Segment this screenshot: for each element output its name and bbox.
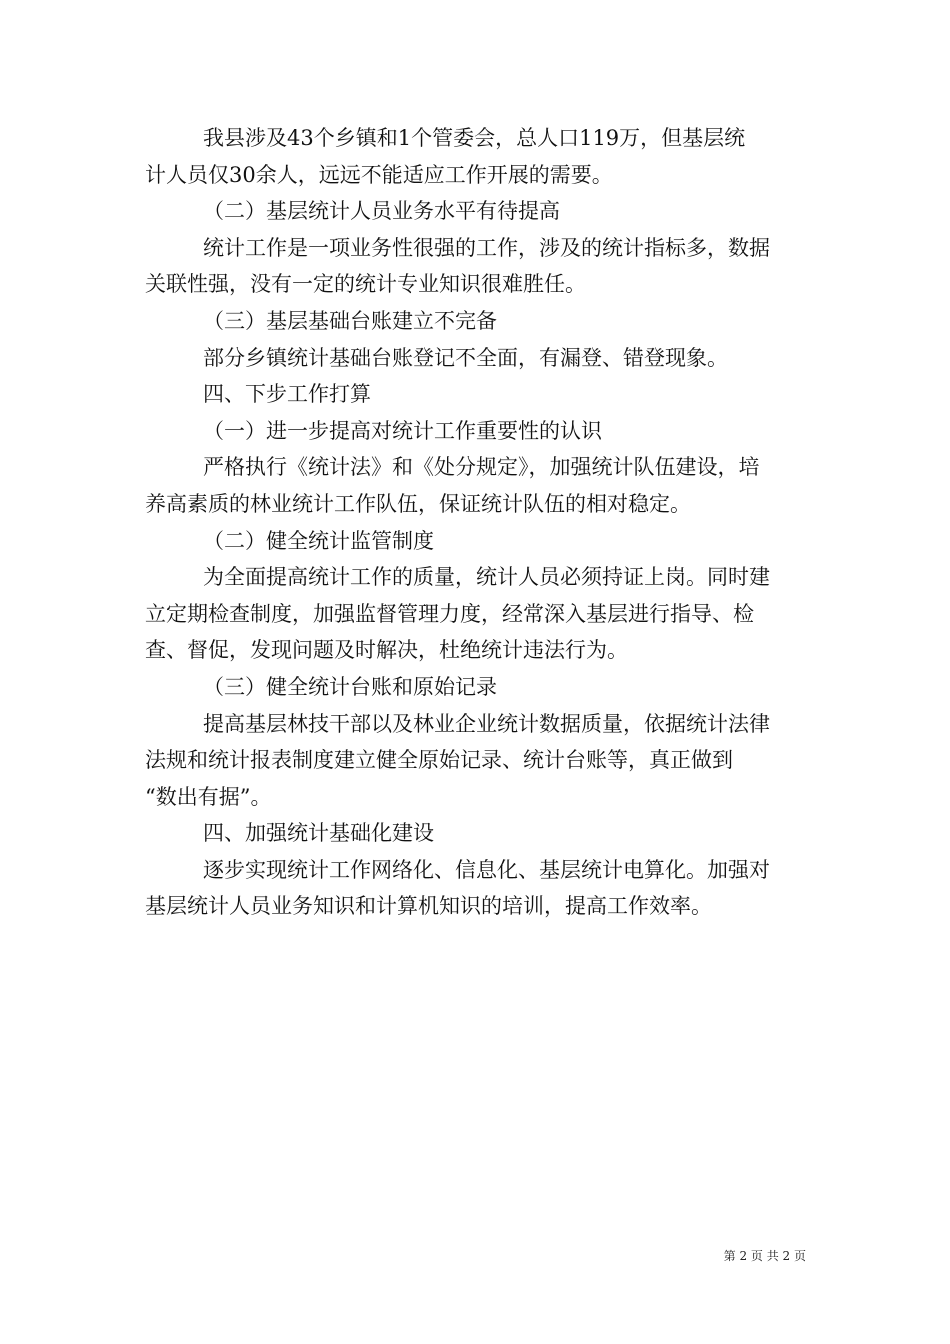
text-line: 基层统计人员业务知识和计算机知识的培训，提高工作效率。	[145, 894, 712, 919]
text-line: （一）进一步提高对统计工作重要性的认识	[203, 418, 602, 443]
text-line: （三）健全统计台账和原始记录	[203, 674, 497, 699]
text-line: 提高基层林技干部以及林业企业统计数据质量，依据统计法律	[203, 711, 770, 736]
text-line: 逐步实现统计工作网络化、信息化、基层统计电算化。加强对	[203, 857, 770, 882]
text-line: 关联性强，没有一定的统计专业知识很难胜任。	[145, 272, 586, 297]
text-line: 四、下步工作打算	[203, 382, 371, 407]
text-line: 立定期检查制度，加强监督管理力度，经常深入基层进行指导、检	[145, 601, 754, 626]
text-line: “数出有据”。	[145, 784, 272, 809]
text-line: 计人员仅30余人，远远不能适应工作开展的需要。	[145, 162, 613, 187]
text-line: 我县涉及43个乡镇和1个管委会，总人口119万，但基层统	[203, 126, 746, 150]
text-line: 养高素质的林业统计工作队伍，保证统计队伍的相对稳定。	[145, 491, 691, 516]
text-line: （二）基层统计人员业务水平有待提高	[203, 199, 560, 224]
text-line: 为全面提高统计工作的质量，统计人员必须持证上岗。同时建	[203, 565, 770, 590]
text-line: 查、督促，发现问题及时解决，杜绝统计违法行为。	[145, 638, 628, 663]
text-line: 部分乡镇统计基础台账登记不全面，有漏登、错登现象。	[203, 345, 728, 370]
document-body	[145, 120, 810, 925]
text-line: 统计工作是一项业务性很强的工作，涉及的统计指标多，数据	[203, 235, 770, 260]
text-line: 四、加强统计基础化建设	[203, 821, 434, 846]
text-line: （二）健全统计监管制度	[203, 528, 434, 553]
text-line: 法规和统计报表制度建立健全原始记录、统计台账等，真正做到	[145, 748, 733, 773]
text-line: 严格执行《统计法》和《处分规定》，加强统计队伍建设，培	[203, 455, 760, 480]
text-line: （三）基层基础台账建立不完备	[203, 308, 497, 333]
page-number-footer: 第 2 页 共 2 页	[723, 1249, 806, 1263]
